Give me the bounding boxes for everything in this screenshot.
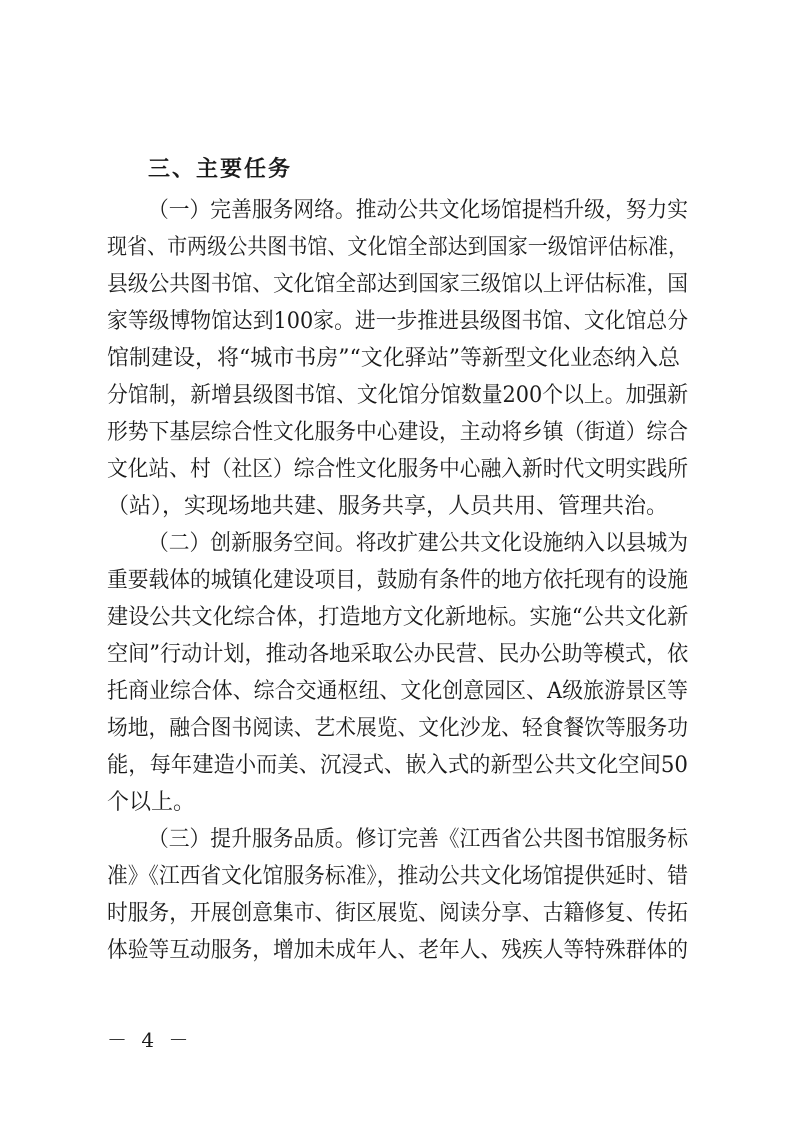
paragraph-line: 场地，融合图书阅读、艺术展览、文化沙龙、轻食餐饮等服务功 (107, 716, 689, 741)
paragraph-line: 空间”行动计划，推动各地采取公办民营、民办公助等模式，依 (107, 642, 689, 667)
paragraph-line: 能，每年建造小而美、沉浸式、嵌入式的新型公共文化空间50 (107, 753, 688, 778)
paragraph-line: 托商业综合体、综合交通枢纽、文化创意园区、A级旅游景区等 (107, 679, 688, 704)
paragraph-line: 县级公共图书馆、文化馆全部达到国家三级馆以上评估标准，国 (107, 272, 689, 297)
paragraph-line: （一）完善服务网络。推动公共文化场馆提档升级，努力实 (148, 198, 689, 223)
page-number: － 4 － (107, 1028, 193, 1052)
paragraph-line: 馆制建设，将“城市书房”“文化驿站”等新型文化业态纳入总 (107, 346, 680, 371)
paragraph-line: 重要载体的城镇化建设项目，鼓励有条件的地方依托现有的设施 (107, 568, 689, 593)
paragraph-line: 个以上。 (107, 790, 196, 815)
paragraph-line: （站），实现场地共建、服务共享，人员共用、管理共治。 (107, 494, 669, 519)
paragraph-line: 家等级博物馆达到100家。进一步推进县级图书馆、文化馆总分 (107, 309, 689, 334)
paragraph-line: 形势下基层综合性文化服务中心建设，主动将乡镇（街道）综合 (107, 420, 689, 445)
paragraph-line: 准》《江西省文化馆服务标准》，推动公共文化场馆提供延时、错 (107, 864, 689, 889)
paragraph-line: （三）提升服务品质。修订完善《江西省公共图书馆服务标 (148, 827, 689, 852)
paragraph-line: 文化站、村（社区）综合性文化服务中心融入新时代文明实践所 (107, 457, 689, 482)
paragraph-line: 现省、市两级公共图书馆、文化馆全部达到国家一级馆评估标准， (107, 235, 689, 260)
paragraph-line: （二）创新服务空间。将改扩建公共文化设施纳入以县城为 (148, 531, 689, 556)
paragraph-line: 时服务，开展创意集市、街区展览、阅读分享、古籍修复、传拓 (107, 901, 689, 926)
section-heading: 三、主要任务 (148, 157, 293, 182)
paragraph-line: 分馆制，新增县级图书馆、文化馆分馆数量200个以上。加强新 (107, 383, 689, 408)
paragraph-line: 建设公共文化综合体，打造地方文化新地标。实施“公共文化新 (107, 605, 689, 630)
paragraph-line: 体验等互动服务，增加未成年人、老年人、残疾人等特殊群体的 (107, 938, 689, 963)
